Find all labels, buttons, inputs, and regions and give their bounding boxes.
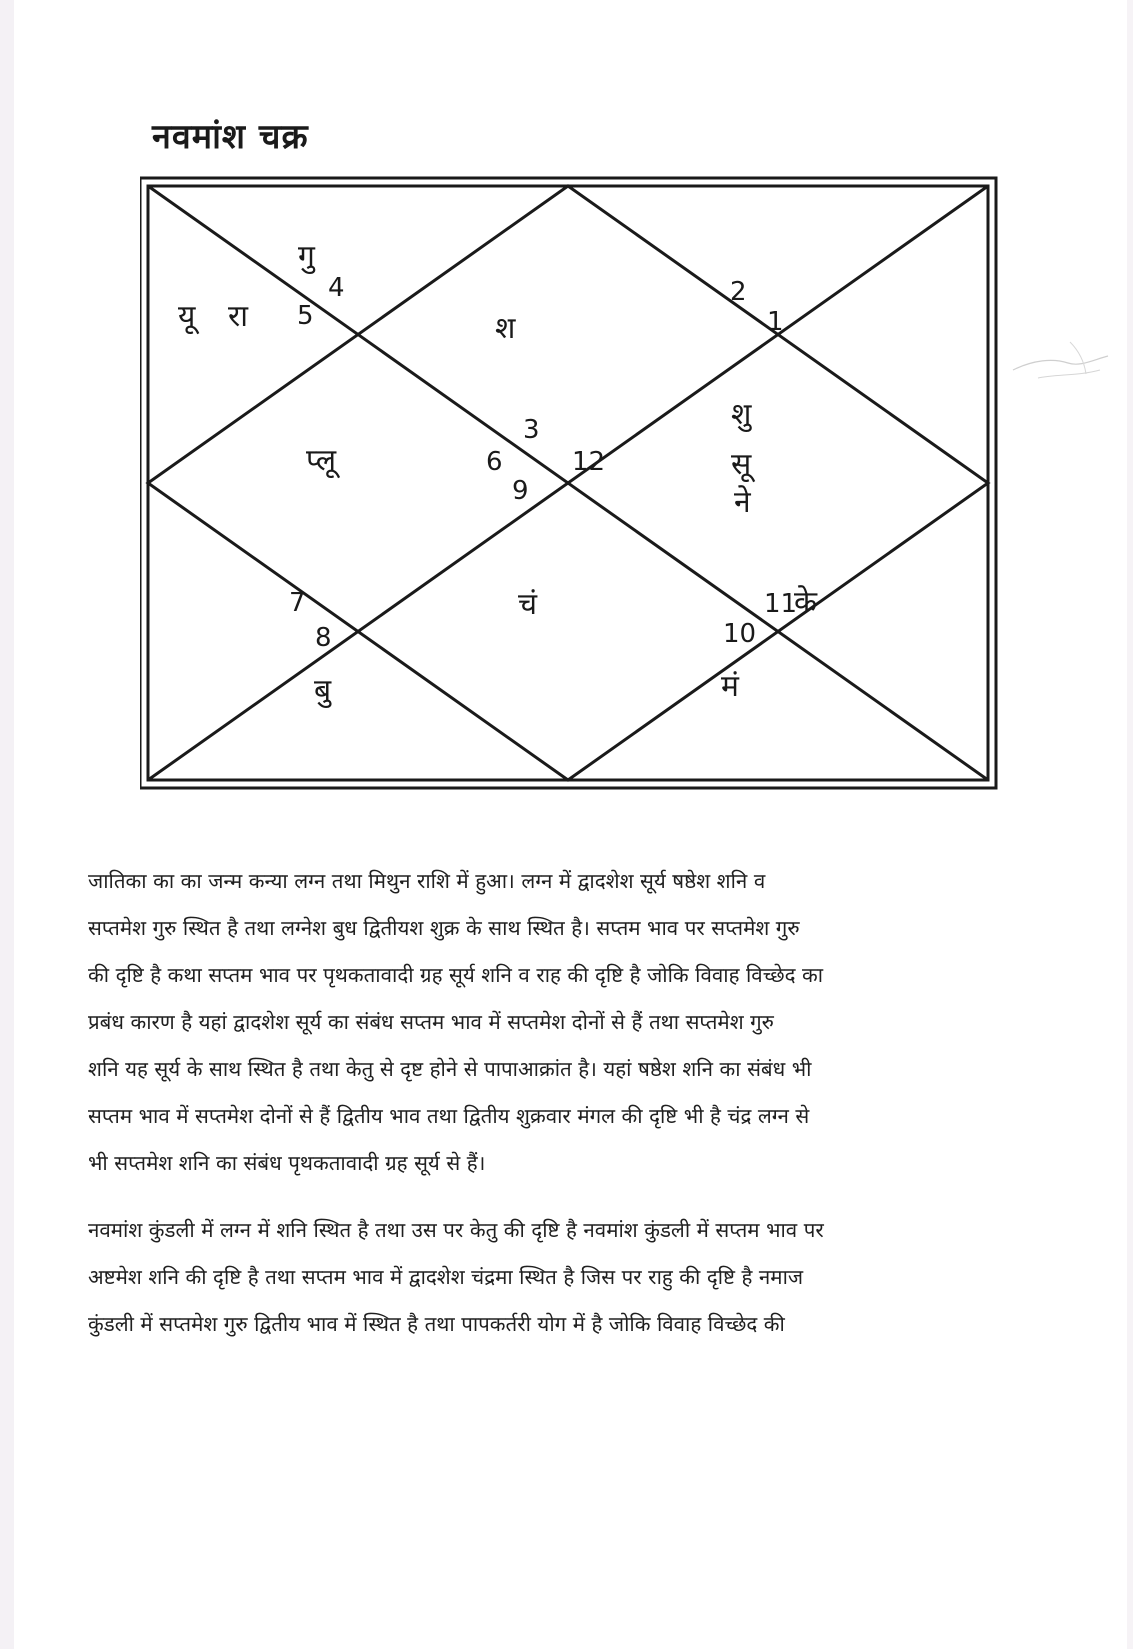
paragraph-2-line: अष्टमेश शनि की दृष्टि है तथा सप्तम भाव में द्वादशेश चंद्रमा स्थित है जिस पर राहु की दृष्टि है नमाज (88, 1265, 804, 1289)
navamsha-chart (140, 176, 1000, 796)
planet-rahu: रा (228, 299, 249, 334)
planet-ketu: के (794, 585, 818, 620)
paragraph-2 (88, 1207, 1048, 1348)
house-1: 1 (767, 307, 784, 337)
house-10: 10 (723, 619, 757, 649)
paragraph-1-line: जातिका का का जन्म कन्या लग्न तथा मिथुन राशि में हुआ। लग्न में द्वादशेश सूर्य षष्ठेश शनि व (88, 869, 766, 893)
paragraph-1-line: की दृष्टि है कथा सप्तम भाव पर पृथकतावादी ग्रह सूर्य शनि व राह की दृष्टि है जोकि विवाह विच्छेद का (88, 963, 824, 987)
pencil-scribble (1008, 330, 1118, 400)
planet-uranus: यू (178, 299, 196, 334)
scan-edge-left (0, 0, 14, 1649)
paragraph-1-line: शनि यह सूर्य के साथ स्थित है तथा केतु से दृष्ट होने से पापाआक्रांत है। यहां षष्ठेश शनि का संबंध भी (88, 1057, 812, 1081)
house-9: 9 (512, 476, 529, 506)
paragraph-1-line: भी सप्तमेश शनि का संबंध पृथकतावादी ग्रह सूर्य से हैं। (88, 1151, 486, 1175)
paragraph-1-line: सप्तम भाव में सप्तमेश दोनों से हैं द्वितीय भाव तथा द्वितीय शुक्रवार मंगल की दृष्टि भी है चंद्र लग्न से (88, 1104, 810, 1128)
planet-pluto: प्लू (306, 443, 337, 478)
planet-shukra: शु (731, 397, 752, 432)
house-8: 8 (315, 623, 332, 653)
house-7: 7 (289, 588, 306, 618)
planet-surya: सू (731, 447, 752, 482)
planet-mangal: मं (721, 669, 739, 704)
paragraph-1-line: सप्तमेश गुरु स्थित है तथा लग्नेश बुध द्वितीयश शुक्र के साथ स्थित है। सप्तम भाव पर सप्तमेश गुरु (88, 916, 800, 940)
chart-svg (140, 176, 1000, 796)
house-5: 5 (297, 301, 314, 331)
house-2: 2 (730, 277, 747, 307)
planet-chandra: चं (518, 587, 538, 622)
planet-shani: श (495, 311, 516, 346)
paragraph-1-line: प्रबंध कारण है यहां द्वादशेश सूर्य का संबंध सप्तम भाव में सप्तमेश दोनों से हैं तथा सप्तमेश गुरु (88, 1010, 774, 1034)
paragraph-2-line: कुंडली में सप्तमेश गुरु द्वितीय भाव में स्थित है तथा पापकर्तरी योग में है जोकि विवाह विच्छेद की (88, 1312, 785, 1336)
house-11: 11 (764, 589, 798, 619)
house-6: 6 (486, 447, 503, 477)
house-4: 4 (328, 273, 345, 303)
paragraph-2-line: नवमांश कुंडली में लग्न में शनि स्थित है तथा उस पर केतु की दृष्टि है नवमांश कुंडली में सप्तम भाव पर (88, 1218, 824, 1242)
planet-guru: गु (298, 239, 315, 274)
planet-budh: बु (314, 673, 332, 708)
planet-neptune: ने (734, 485, 751, 520)
page-title: नवमांश चक्र (152, 117, 309, 157)
scan-edge-right (1127, 0, 1133, 1649)
house-3: 3 (523, 415, 540, 445)
paragraph-1 (88, 858, 1048, 1187)
house-12: 12 (572, 447, 606, 477)
